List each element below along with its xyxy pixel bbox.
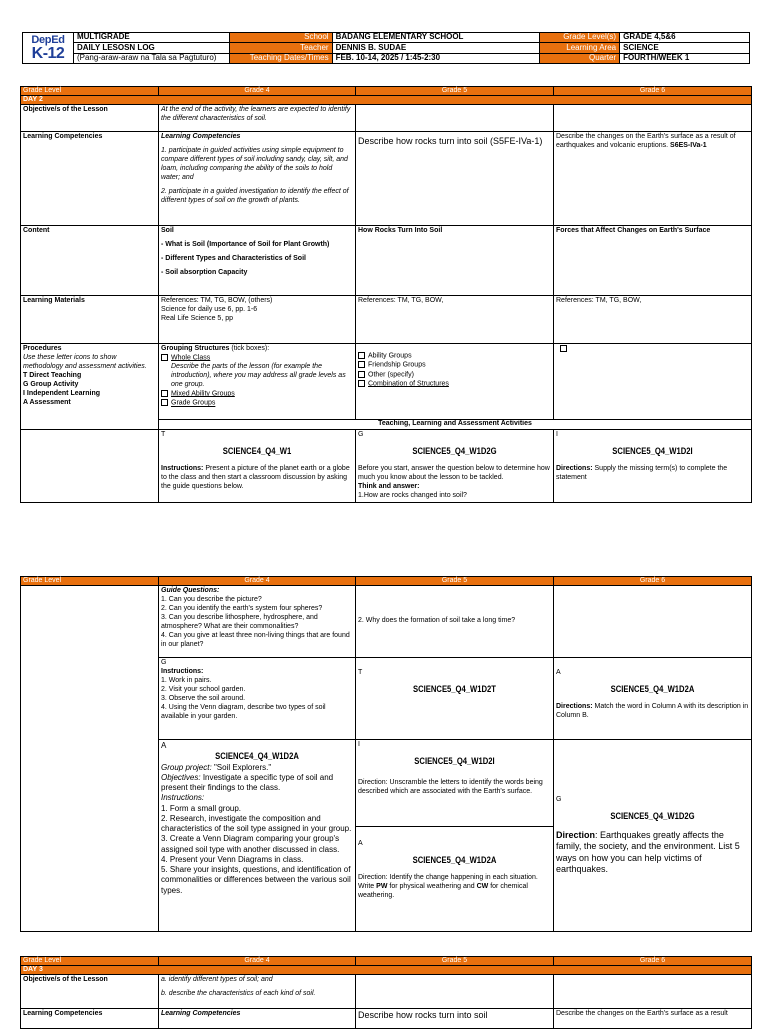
objectives-label: Objective/s of the Lesson [21, 105, 159, 132]
empty-label-cell [21, 586, 159, 932]
direction-part: for physical weathering and [389, 883, 475, 891]
instructions-label: Instructions: [161, 667, 204, 675]
instructions-label: Instructions: [161, 793, 205, 803]
content-g4-line: - Soil absorption Capacity [161, 268, 248, 276]
objectives-label: Objective/s of the Lesson [21, 975, 159, 1009]
guide-question: 1. Can you describe the picture? [161, 595, 262, 603]
teacher-label: Teacher [229, 43, 332, 53]
g5-independent [356, 740, 554, 827]
g5-assessment [356, 827, 554, 932]
activity-letter: A [358, 840, 363, 847]
g6-assessment [554, 658, 752, 740]
activity-code: SCIENCE5_Q4_W1D2G [412, 445, 497, 456]
competency-item: 1. participate in guided activities using simple equipment to compare different types of soil including sandy, clay, silt, and loam, including comparing the ability of the soils to hold water; and [161, 146, 348, 181]
tla-title: Teaching, Learning and Assessment Activities [159, 420, 752, 430]
learning-area-value: SCIENCE [620, 43, 750, 53]
step-item: 3. Observe the soil around. [161, 694, 246, 702]
competencies-label: Learning Competencies [21, 132, 159, 226]
direction-part: for chemical weathering. [358, 883, 528, 900]
pw-code: PW [376, 883, 388, 891]
activity-letter: G [161, 659, 167, 666]
cw-code: CW [476, 883, 489, 891]
mixed-ability-checkbox[interactable] [161, 390, 168, 397]
objective-item: a. identify different types of soil; and [161, 976, 273, 983]
day3-table [20, 956, 752, 1029]
activity-letter: T [161, 430, 166, 438]
activity-letter: T [358, 669, 363, 676]
directions-text: Supply the missing term(s) to complete the statement [556, 465, 728, 482]
grade-groups-checkbox[interactable] [161, 399, 168, 406]
grouping-g4 [159, 344, 356, 420]
quarter-value: FOURTH/WEEK 1 [620, 53, 750, 63]
grouping-hint: (tick boxes): [231, 345, 270, 352]
activity-g6 [554, 429, 752, 502]
materials-line: References: TM, TG, BOW, (others) [161, 297, 273, 304]
logo-top-text: DepEd [31, 33, 65, 46]
other-checkbox[interactable] [358, 371, 365, 378]
col-grade4: Grade 4 [159, 87, 356, 96]
grade-level-label: Grade Level(s) [540, 33, 620, 43]
activity-code: SCIENCE5_Q4_W1D2A [412, 854, 497, 865]
direction-part: Direction: Identify the change happening in each situation. Write [358, 874, 538, 891]
activity-letter: G [556, 795, 562, 803]
step-item: 2. Visit your school garden. [161, 685, 246, 693]
step-item: 2. Research, investigate the composition and characteristics of the soil type assigned in your group. [161, 813, 352, 834]
competencies-g6: Describe the changes on the Earth's surface as a result [554, 1009, 752, 1029]
competencies-g6-text: Describe the changes on the Earth's surface as a result of earthquakes and volcanic eruptions. [556, 133, 736, 149]
activity-g5 [356, 429, 554, 502]
lesson-log-header [22, 32, 750, 64]
step-item: 4. Present your Venn Diagrams in class. [161, 854, 304, 864]
objectives-g5 [356, 975, 554, 1009]
activity-code: SCIENCE5_Q4_W1D2I [414, 755, 495, 766]
combination-checkbox[interactable] [358, 380, 365, 387]
materials-g5: References: TM, TG, BOW, [356, 296, 554, 344]
grouping-g6-checkbox[interactable] [560, 345, 567, 352]
col-grade4: Grade 4 [159, 957, 356, 966]
direction-text [358, 874, 551, 901]
instructions-text: Present a picture of the planet earth or a globe to the class and then start a classroom discussion by asking the guide questions below. [161, 465, 350, 491]
legend-assessment: A Assessment [23, 398, 71, 406]
friendship-groups-label: Friendship Groups [368, 361, 426, 369]
school-value: BADANG ELEMENTARY SCHOOL [332, 33, 540, 43]
activity-g4 [159, 429, 356, 502]
question-item: 1.How are rocks changed into soil? [358, 492, 467, 500]
materials-line: Science for daily use 6, pp. 1-6 [161, 305, 258, 313]
guide-question: 4. Can you give at least three non-living things that are found in our planet? [161, 631, 350, 648]
legend-independent: I Independent Learning [23, 389, 101, 397]
grouping-g5 [356, 344, 554, 420]
activity-letter: I [358, 741, 360, 748]
mixed-ability-label: Mixed Ability Groups [171, 390, 235, 398]
materials-g4 [159, 296, 356, 344]
objectives-g4: At the end of the activity, the learners are expected to identify the different characteristics of soil. [159, 105, 356, 132]
g4-group-activity [159, 658, 356, 740]
competencies-g4-title: Learning Competencies [161, 133, 241, 140]
step-item: 1. Work in pairs. [161, 676, 212, 684]
competencies-label: Learning Competencies [21, 1009, 159, 1029]
col-grade5: Grade 5 [356, 957, 554, 966]
procedures-label: Procedures [23, 345, 62, 352]
step-item: 4. Using the Venn diagram, describe two types of soil available in your garden. [161, 703, 326, 720]
col-grade6: Grade 6 [554, 957, 752, 966]
ability-groups-checkbox[interactable] [358, 352, 365, 359]
objectives-g6 [554, 105, 752, 132]
g5-direct-teaching [356, 658, 554, 740]
activity-code: SCIENCE5_Q4_W1D2G [610, 810, 695, 821]
whole-class-desc: Describe the parts of the lesson (for example the introduction), where you may address all grade levels as one group. [171, 363, 346, 389]
materials-line: Real Life Science 5, pp [161, 314, 233, 322]
logo-bottom-text: K-12 [31, 44, 65, 62]
activity-letter: A [161, 741, 167, 750]
step-item: 3. Create a Venn Diagram comparing your group's assigned soil type with another discussed in class. [161, 834, 340, 854]
teaching-dates-value: FEB. 10-14, 2025 / 1:45-2:30 [332, 53, 540, 63]
objectives-text: Investigate a specific type of soil and present their findings to the class. [161, 772, 334, 793]
step-item: 5. Share your insights, questions, and identification of commonalities or differences between the various soil types. [161, 865, 351, 895]
tla-empty-cell [21, 429, 159, 502]
grade-groups-label: Grade Groups [171, 399, 216, 407]
direction-label: Direction [556, 830, 596, 841]
day3-label: DAY 3 [21, 966, 752, 975]
log-title-line1: MULTIGRADE [73, 33, 229, 43]
competencies-g4: Learning Competencies [159, 1009, 356, 1029]
competencies-g5: Describe how rocks turn into soil (S5FE-IVa-1) [356, 132, 554, 226]
objectives-g4 [159, 975, 356, 1009]
learning-area-label: Learning Area [540, 43, 620, 53]
activity-code: SCIENCE5_Q4_W1D2T [413, 683, 496, 694]
col-grade-level: Grade Level [21, 957, 159, 966]
whole-class-checkbox[interactable] [161, 354, 168, 361]
guide-title: Guide Questions: [161, 587, 220, 594]
g4-soil-explorers [159, 740, 356, 932]
content-g5: How Rocks Turn Into Soil [356, 226, 554, 296]
directions-text: Match the word in Column A with its description in Column B. [556, 703, 749, 720]
day2-table [20, 86, 752, 503]
col-grade5: Grade 5 [356, 87, 554, 96]
guide-questions [159, 586, 356, 658]
content-label: Content [21, 226, 159, 296]
col-grade-level: Grade Level [21, 577, 159, 586]
friendship-groups-checkbox[interactable] [358, 361, 365, 368]
quarter-label: Quarter [540, 53, 620, 63]
objectives-label: Objectives: [161, 772, 201, 782]
col-grade6: Grade 6 [554, 577, 752, 586]
instructions-label: Instructions: [161, 465, 204, 473]
legend-group-activity: G Group Activity [23, 380, 79, 388]
activity-code: SCIENCE4_Q4_W1 [222, 445, 292, 456]
col-grade4: Grade 4 [159, 577, 356, 586]
activity-text: Before you start, answer the question below to determine how much you know about the lesson to be tackled. [358, 465, 550, 482]
log-title-line3: (Pang-araw-araw na Tala sa Pagtuturo) [73, 53, 229, 63]
direction-text: Direction: Unscramble the letters to identify the words being described which are associated with the Earth's surface. [358, 779, 543, 796]
directions-label: Directions: [556, 465, 593, 473]
project-text: "Soil Explorers." [213, 762, 272, 772]
competencies-g5: Describe how rocks turn into soil [356, 1009, 554, 1029]
activity-letter: G [358, 430, 364, 438]
day2-label: DAY 2 [21, 96, 752, 105]
col-grade5: Grade 5 [356, 577, 554, 586]
activity-code: SCIENCE5_Q4_W1D2A [610, 683, 695, 694]
whole-class-label: Whole Class [171, 354, 211, 362]
objectives-g6 [554, 975, 752, 1009]
competency-item: 2. participate in a guided investigation to identify the effect of different types of soil on the growth of plants. [161, 187, 349, 204]
competencies-g6 [554, 132, 752, 226]
competencies-g6-code: S6ES-IVa-1 [670, 141, 707, 149]
step-item: 1. Form a small group. [161, 803, 242, 813]
grade-level-value: GRADE 4,5&6 [620, 33, 750, 43]
ability-groups-label: Ability Groups [368, 352, 412, 360]
other-label: Other (specify) [368, 370, 414, 378]
col-grade6: Grade 6 [554, 87, 752, 96]
procedures-desc: Use these letter icons to show methodology and assessment activities. [23, 353, 147, 370]
grouping-g6 [554, 344, 752, 420]
content-g4-line: - Different Types and Characteristics of Soil [161, 254, 306, 262]
grouping-title: Grouping Structures [161, 345, 230, 352]
materials-g6: References: TM, TG, BOW, [554, 296, 752, 344]
g5-question2: 2. Why does the formation of soil take a long time? [356, 586, 554, 658]
g6-group-activity [554, 740, 752, 932]
activity-letter: A [556, 669, 561, 676]
legend-direct-teaching: T Direct Teaching [23, 371, 82, 379]
directions-label: Directions: [556, 703, 593, 711]
log-title-line2: DAILY LESOSN LOG [73, 43, 229, 53]
content-g4 [159, 226, 356, 296]
teacher-value: DENNIS B. SUDAE [332, 43, 540, 53]
content-g4-line: - What is Soil (Importance of Soil for Plant Growth) [161, 240, 330, 248]
deped-logo [23, 33, 74, 64]
g6-empty-1 [554, 586, 752, 658]
competencies-g4 [159, 132, 356, 226]
guide-question: 2. Can you identify the earth's system four spheres? [161, 604, 323, 612]
objective-item: b. describe the characteristics of each kind of soil. [161, 989, 316, 997]
procedures-cell [21, 344, 159, 430]
activity-letter: I [556, 430, 558, 438]
col-grade-level: Grade Level [21, 87, 159, 96]
objectives-g5 [356, 105, 554, 132]
guide-question: 3. Can you describe lithosphere, hydrosphere, and atmosphere? What are their commonalities? [161, 613, 318, 630]
think-answer-label: Think and answer: [358, 483, 420, 491]
activities-table [20, 576, 752, 932]
content-g6: Forces that Affect Changes on Earth's Surface [554, 226, 752, 296]
activity-code: SCIENCE5_Q4_W1D2I [612, 445, 693, 456]
materials-label: Learning Materials [21, 296, 159, 344]
teaching-dates-label: Teaching Dates/Times [229, 53, 332, 63]
activity-code: SCIENCE4_Q4_W1D2A [215, 751, 299, 762]
direction-text: : Earthquakes greatly affects the family, the society, and the environment. List 5 ways on how you can help victims of earthquakes. [556, 830, 740, 874]
combination-label: Combination of Structures [368, 380, 449, 388]
content-g4-line: Soil [161, 227, 174, 234]
school-label: School [229, 33, 332, 43]
project-label: Group project: [161, 762, 212, 772]
